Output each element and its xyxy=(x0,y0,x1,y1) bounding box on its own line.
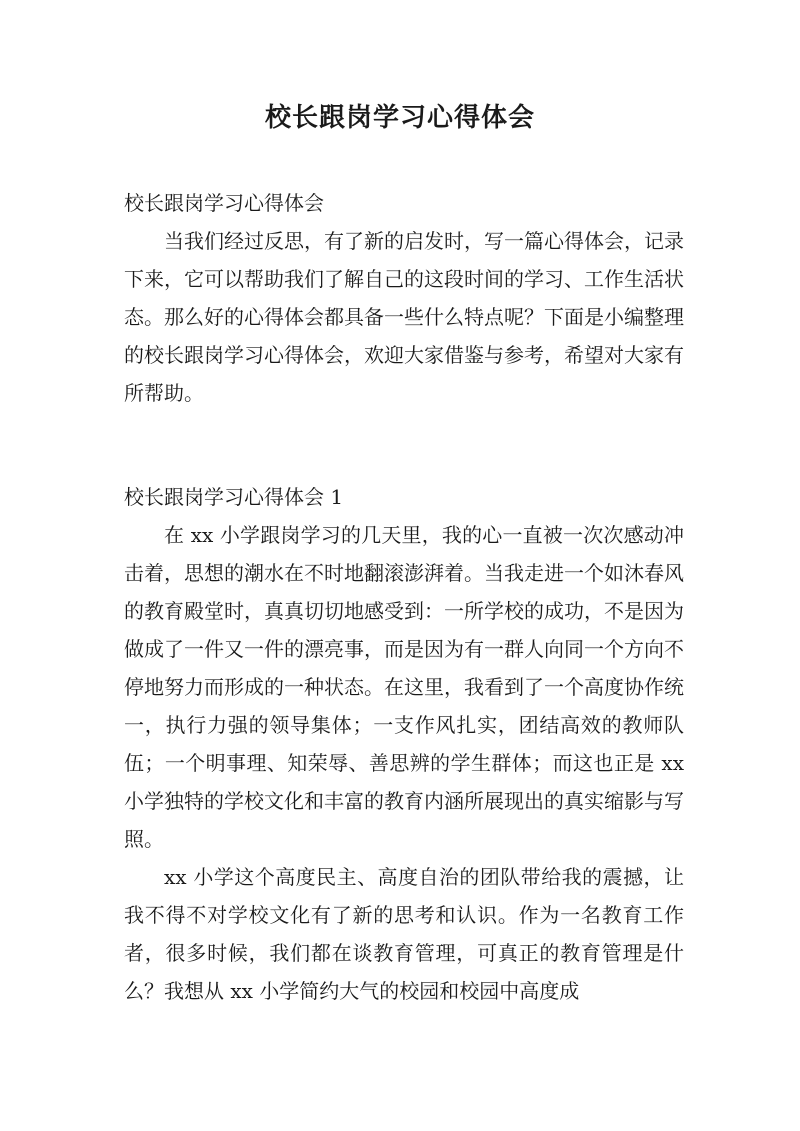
intro-heading: 校长跟岗学习心得体会 xyxy=(124,191,324,215)
intro-section xyxy=(124,184,684,412)
intro-paragraph: 当我们经过反思，有了新的启发时，写一篇心得体会，记录下来，它可以帮助我们了解自己的这段时间的学习、工作生活状态。那么好的心得体会都具备一些什么特点呢？下面是小编整理的校长跟岗学习心得体会，欢迎大家借鉴与参考，希望对大家有所帮助。 xyxy=(124,229,684,405)
document-title: 校长跟岗学习心得体会 xyxy=(264,103,535,133)
section-1 xyxy=(124,478,684,1010)
section-1-paragraph-2: xx 小学这个高度民主、高度自治的团队带给我的震撼，让我不得不对学校文化有了新的思考和认识。作为一名教育工作者，很多时候，我们都在谈教育管理，可真正的教育管理是什么？我想从 xx 小学简约大气的校园和校园中高度成 xyxy=(124,865,684,1003)
section-1-heading: 校长跟岗学习心得体会 1 xyxy=(124,485,344,509)
section-1-paragraph-1: 在 xx 小学跟岗学习的几天里，我的心一直被一次次感动冲击着，思想的潮水在不时地翻滚澎湃着。当我走进一个如沐春风的教育殿堂时，真真切切地感受到：一所学校的成功，不是因为做成了一件又一件的漂亮事，而是因为有一群人向同一个方向不停地努力而形成的一种状态。在这里，我看到了一个高度协作统一，执行力强的领导集体；一支作风扎实，团结高效的教师队伍；一个明事理、知荣辱、善思辨的学生群体；而这也正是 xx 小学独特的学校文化和丰富的教育内涵所展现出的真实缩影与写照。 xyxy=(124,523,684,851)
